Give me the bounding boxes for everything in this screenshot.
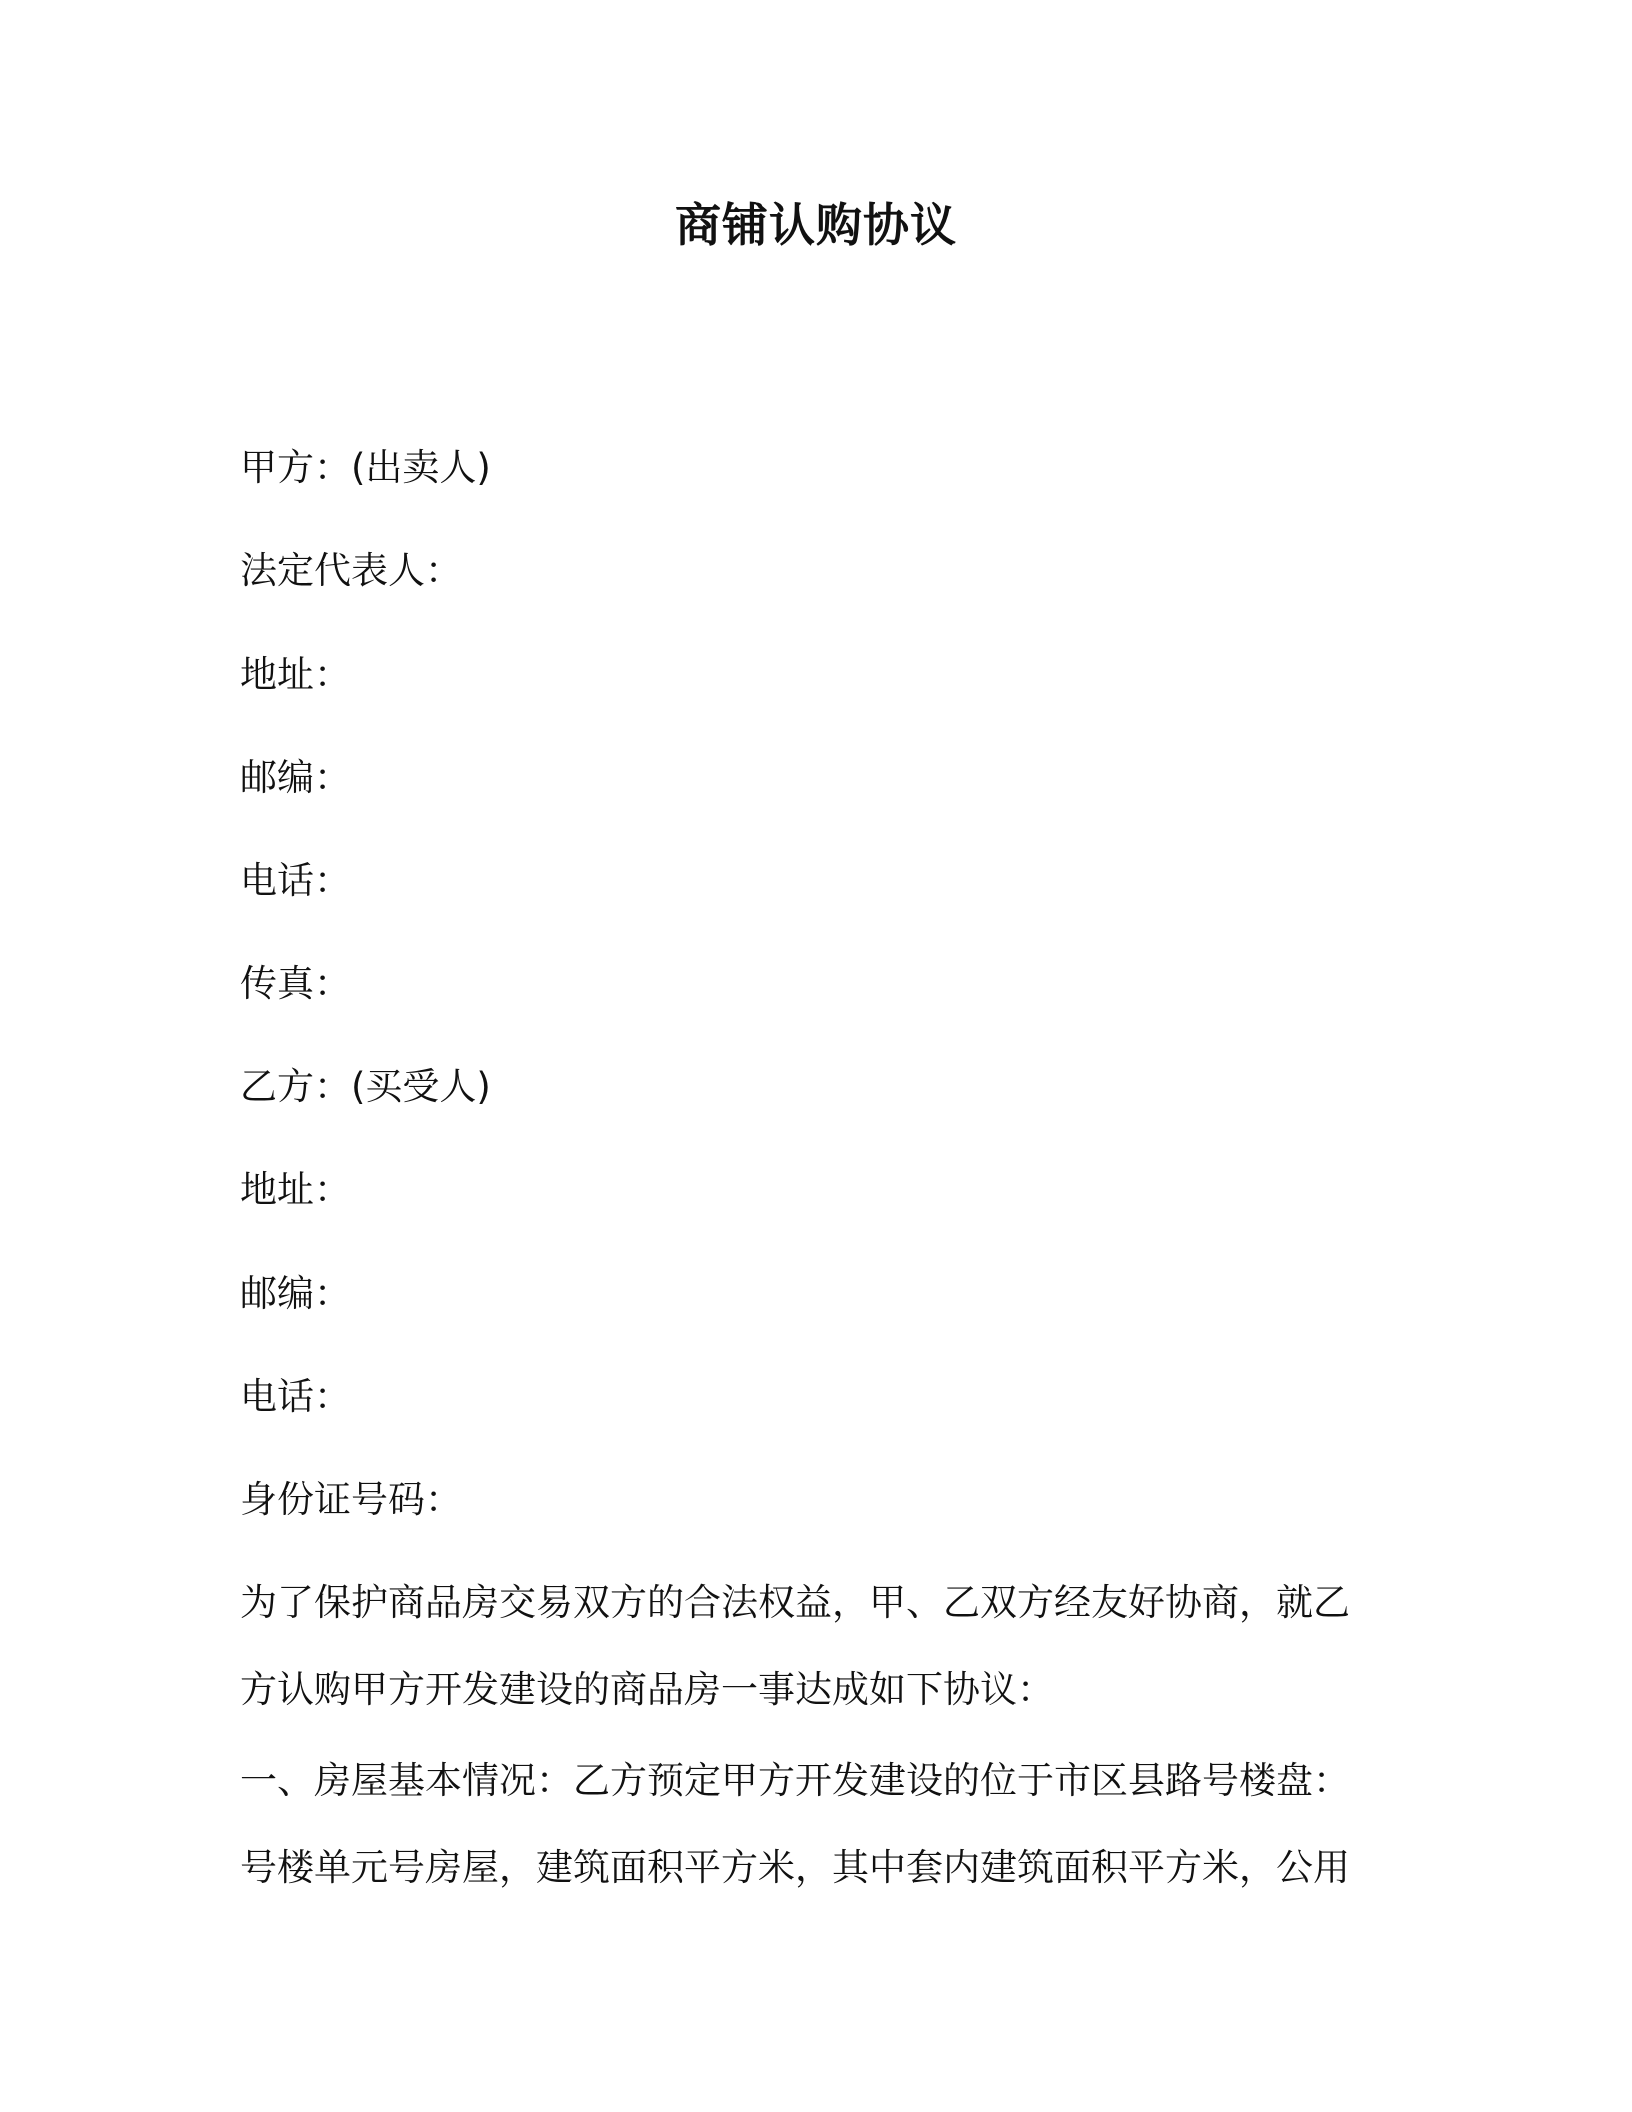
clause-1-paragraph xyxy=(240,1756,1370,1893)
party-b-phone-label: 电话： xyxy=(240,1375,351,1418)
party-b-label: 乙方：(买受人) xyxy=(240,1065,491,1108)
party-b-id-number-label: 身份证号码： xyxy=(240,1478,462,1521)
clause-1-line-2: 号楼单元号房屋，建筑面积平方米，其中套内建筑面积平方米，公用 xyxy=(240,1846,1350,1889)
party-a-address-label: 地址： xyxy=(240,653,351,696)
party-a-label: 甲方：(出卖人) xyxy=(240,446,491,489)
legal-representative-label: 法定代表人： xyxy=(240,549,462,592)
intro-line-1: 为了保护商品房交易双方的合法权益，甲、乙双方经友好协商，就乙 xyxy=(240,1581,1350,1624)
party-b-postcode-label: 邮编： xyxy=(240,1272,351,1315)
party-a-postcode-label: 邮编： xyxy=(240,756,351,799)
party-a-phone-label: 电话： xyxy=(240,859,351,902)
intro-paragraph xyxy=(240,1578,1370,1715)
party-a-fax-label: 传真： xyxy=(240,962,351,1005)
party-b-address-label: 地址： xyxy=(240,1168,351,1211)
intro-line-2: 方认购甲方开发建设的商品房一事达成如下协议： xyxy=(240,1668,1054,1711)
document-title: 商铺认购协议 xyxy=(675,198,957,252)
clause-1-line-1: 一、房屋基本情况：乙方预定甲方开发建设的位于市区县路号楼盘： xyxy=(240,1759,1350,1802)
